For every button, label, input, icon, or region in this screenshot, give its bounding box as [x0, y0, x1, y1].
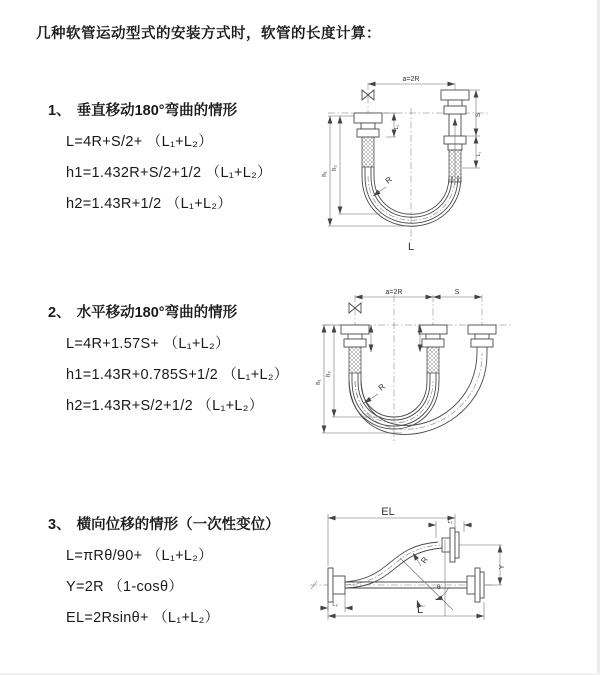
section-1-heading: [48, 96, 272, 127]
section-3-title: 横向位移的情形（一次性变位）: [76, 517, 280, 533]
formula-h1: h1=1.43R+0.785S+1/2 （L₁+L₂）: [66, 367, 289, 383]
hose-fitting: [448, 100, 462, 106]
section-2-number: 2、: [48, 305, 71, 321]
dim-label-l2: L₂: [332, 602, 338, 608]
flange-plate: [328, 568, 333, 602]
angle-construction-line: [400, 540, 453, 616]
hose-arc: [371, 176, 452, 217]
section-vertical-movement: [48, 96, 272, 220]
hose-fitting: [354, 113, 382, 123]
formula-el: EL=2Rsinθ+ （L₁+L₂）: [66, 610, 220, 626]
flange-plate: [455, 532, 459, 558]
diagram-horizontal-u-bend: [306, 282, 544, 462]
dim-label-el: EL: [381, 506, 395, 518]
dim-label-s: S: [454, 289, 460, 296]
hose-fitting: [475, 334, 489, 339]
hose-arc: [362, 176, 461, 226]
flange-plate: [480, 572, 484, 598]
dim-label-a2r: a=2R: [385, 289, 403, 296]
hose-fitting: [441, 90, 469, 100]
hose-fitting: [341, 325, 369, 334]
radius-leader: [364, 394, 378, 403]
section-2-heading: [48, 298, 289, 329]
hose-fitting: [471, 339, 493, 347]
radius-label: R: [383, 174, 394, 186]
flange-plate: [475, 568, 480, 602]
flange-hub: [467, 576, 475, 594]
dim-label-h1: h₁: [316, 379, 322, 385]
hose-fitting: [357, 129, 379, 137]
braided-hose-section: [427, 347, 439, 373]
dim-label-l: L: [416, 604, 424, 616]
formula-length: L=4R+S/2+ （L₁+L₂）: [66, 134, 214, 150]
formula-h1: h1=1.432R+S/2+1/2 （L₁+L₂）: [66, 165, 272, 181]
diagram-lateral-displacement: [298, 496, 588, 654]
pipe-stem: [477, 347, 487, 353]
hose-wall: [362, 167, 374, 176]
section-3-heading: [48, 510, 280, 541]
formula-length: L=4R+1.57S+ （L₁+L₂）: [66, 336, 230, 352]
hose-centerline: [368, 176, 455, 220]
braided-hose-section: [362, 137, 374, 167]
dim-label-a2r: a=2R: [402, 76, 420, 83]
dim-label-l1: L₁: [447, 519, 453, 525]
dim-label-h2: h₂: [326, 371, 332, 377]
dim-label-l1b: L₁: [476, 151, 482, 157]
section-1-number: 1、: [48, 103, 71, 119]
hose-fitting: [344, 339, 366, 347]
formula-h2: h2=1.43R+1/2 （L₁+L₂）: [66, 196, 233, 212]
flange-hub: [333, 576, 345, 594]
formula-h2: h2=1.43R+S/2+1/2 （L₁+L₂）: [66, 398, 264, 414]
braided-hose-section: [349, 347, 361, 373]
formula-y: Y=2R （1-cosθ）: [66, 579, 184, 595]
hose-fitting: [361, 123, 375, 129]
hose-fitting: [422, 339, 444, 347]
section-3-number: 3、: [48, 517, 71, 533]
page-title: 几种软管运动型式的安装方式时，软管的长度计算：: [36, 26, 381, 42]
dim-label-h1: h₁: [322, 171, 328, 177]
dim-label-h2: h₂: [332, 165, 338, 171]
radius-label: R: [376, 381, 387, 393]
hose-fitting: [419, 325, 447, 334]
extension-line: [328, 602, 484, 620]
angle-label-theta: θ: [437, 584, 441, 591]
diagram-vertical-u-bend: [308, 70, 536, 258]
hose-fitting: [468, 325, 496, 334]
section-2-title: 水平移动180°弯曲的情形: [76, 305, 238, 321]
section-lateral-displacement: [48, 510, 280, 634]
formula-length: L=πRθ/90+ （L₁+L₂）: [66, 548, 213, 564]
flange-hub: [442, 538, 450, 552]
hose-fitting: [426, 334, 440, 339]
radius-leader: [373, 187, 386, 196]
radius-label: R: [419, 555, 430, 566]
hose-arc: [365, 176, 458, 223]
dim-label-s: S: [475, 112, 482, 118]
hose-fitting: [444, 106, 466, 114]
flange-plate: [450, 528, 455, 562]
dim-label-y: Y: [499, 564, 506, 570]
hose-fitting: [348, 334, 362, 339]
section-1-title: 垂直移动180°弯曲的情形: [76, 103, 238, 119]
section-horizontal-movement: [48, 298, 289, 422]
dim-label-l1: L₁: [394, 124, 400, 130]
length-label: L: [408, 241, 415, 253]
